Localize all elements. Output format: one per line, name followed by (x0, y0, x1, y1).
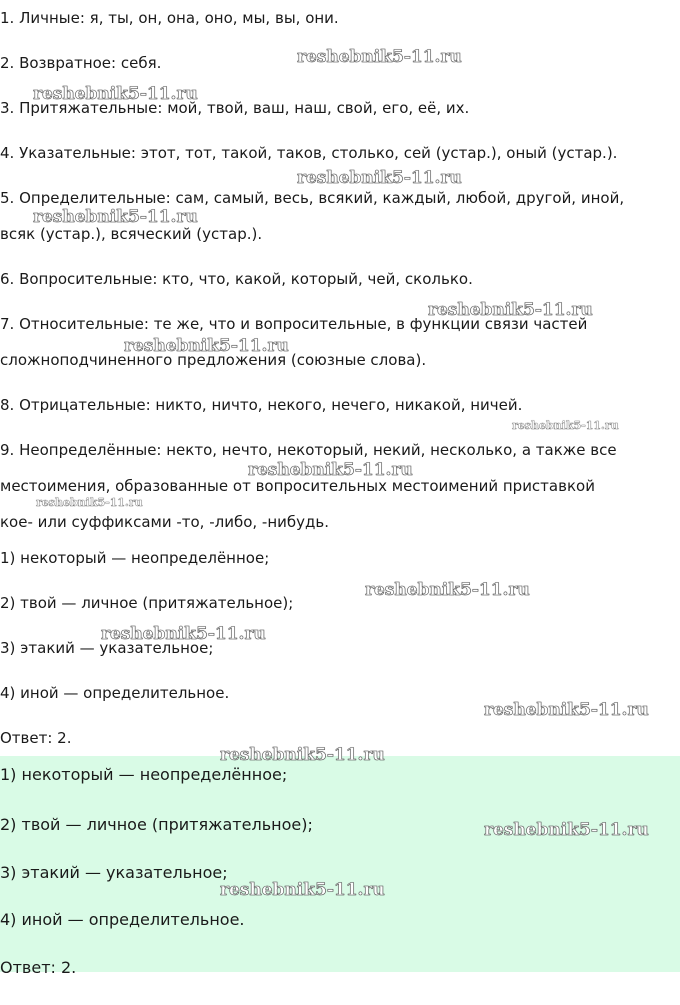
watermark: reshebnik5-11.ru (365, 580, 530, 600)
watermark: reshebnik5-11.ru (297, 47, 462, 67)
class-determinative-2: всяк (устар.), всяческий (устар.). (0, 225, 263, 243)
answer-box (0, 756, 680, 977)
watermark: reshebnik5-11.ru (484, 820, 649, 840)
watermark: reshebnik5-11.ru (220, 880, 385, 900)
answer-item-4: 4) иной — определительное. (0, 910, 245, 929)
watermark: reshebnik5-11.ru (297, 168, 462, 188)
answer-item-1: 1) некоторый — неопределённое; (0, 765, 288, 784)
solution-item-1: 1) некоторый — неопределённое; (0, 549, 270, 567)
class-personal: 1. Личные: я, ты, он, она, оно, мы, вы, они. (0, 9, 339, 27)
class-demonstrative: 4. Указательные: этот, тот, такой, таков, столько, сей (устар.), оный (устар.). (0, 144, 618, 162)
class-negative: 8. Отрицательные: никто, ничто, некого, нечего, никакой, ничей. (0, 396, 523, 414)
class-indefinite-2: местоимения, образованные от вопросительных местоимений приставкой (0, 477, 595, 495)
watermark: reshebnik5-11.ru (124, 336, 289, 356)
class-possessive: 3. Притяжательные: мой, твой, ваш, наш, свой, его, её, их. (0, 99, 470, 117)
answer-item-2: 2) твой — личное (притяжательное); (0, 815, 313, 834)
answer-final: Ответ: 2. (0, 958, 77, 977)
class-indefinite-1: 9. Неопределённые: некто, нечто, некоторый, некий, несколько, а также все (0, 441, 617, 459)
class-relative-1: 7. Относительные: те же, что и вопросительные, в функции связи частей (0, 315, 588, 333)
class-reflexive: 2. Возвратное: себя. (0, 54, 162, 72)
watermark: reshebnik5-11.ru (33, 207, 198, 227)
watermark: reshebnik5-11.ru (248, 460, 413, 480)
solution-item-4: 4) иной — определительное. (0, 684, 230, 702)
class-relative-2: сложноподчиненного предложения (союзные слова). (0, 351, 427, 369)
watermark: reshebnik5-11.ru (512, 419, 619, 432)
watermark: reshebnik5-11.ru (101, 624, 266, 644)
solution-item-2: 2) твой — личное (притяжательное); (0, 594, 294, 612)
answer-item-3: 3) этакий — указательное; (0, 863, 228, 882)
class-interrogative: 6. Вопросительные: кто, что, какой, который, чей, сколько. (0, 270, 473, 288)
watermark: reshebnik5-11.ru (428, 300, 593, 320)
class-indefinite-3: кое- или суффиксами -то, -либо, -нибудь. (0, 513, 330, 531)
watermark: reshebnik5-11.ru (220, 745, 385, 765)
solution-answer: Ответ: 2. (0, 729, 72, 747)
watermark: reshebnik5-11.ru (484, 700, 649, 720)
watermark: reshebnik5-11.ru (33, 84, 198, 104)
watermark: reshebnik5-11.ru (36, 496, 143, 509)
solution-item-3: 3) этакий — указательное; (0, 639, 214, 657)
class-determinative-1: 5. Определительные: сам, самый, весь, всякий, каждый, любой, другой, иной, (0, 189, 625, 207)
